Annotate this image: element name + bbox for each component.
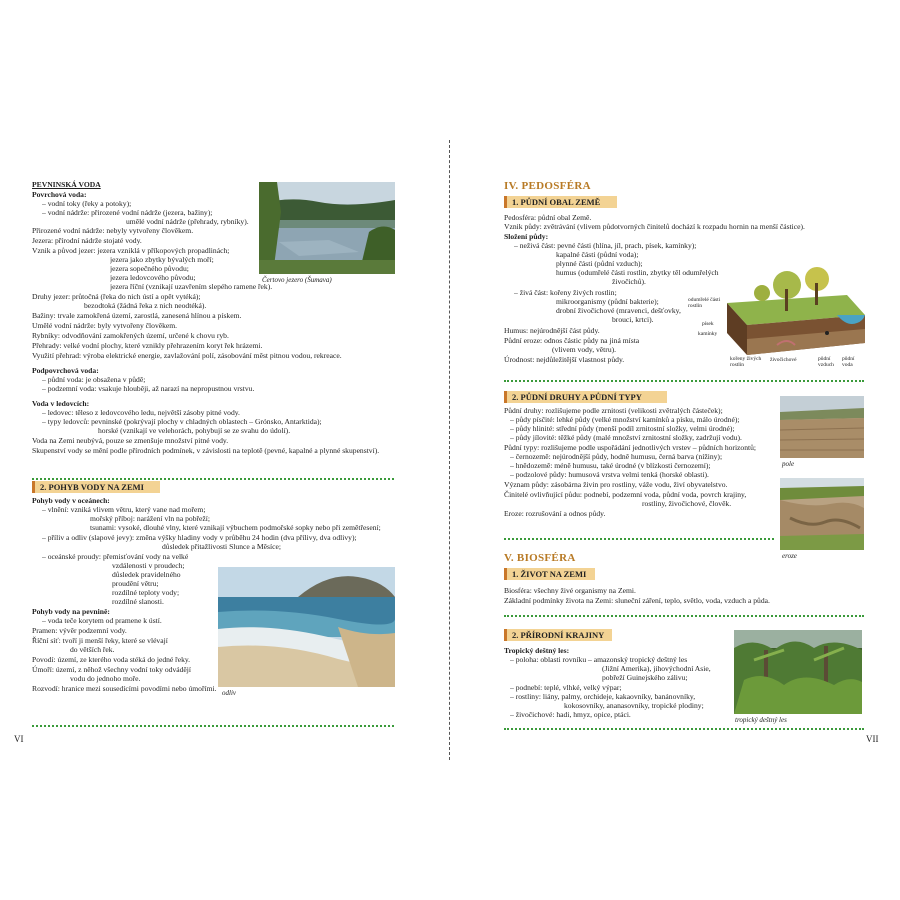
- lake-caption: Čertovo jezero (Šumava): [262, 276, 332, 284]
- text-line: – ledovec: těleso z ledovcového ledu, největší zásoby pitné vody.: [42, 408, 240, 417]
- soil-label-pisek: písek: [702, 321, 714, 327]
- text-line: Půdní eroze: odnos částic půdy na jiná místa: [504, 336, 640, 345]
- text-line: – půdní voda: je obsažena v půdě;: [42, 375, 146, 384]
- text-line: vzdálenosti v proudech;: [112, 561, 185, 570]
- text-line: jezera jako zbytky bývalých moří;: [110, 255, 214, 264]
- text-line: – černozemě: nejúrodnější půdy, hodně humusu, černá barva (nížiny);: [510, 452, 723, 461]
- right-divider-4: [504, 728, 864, 730]
- text-line: – půdy hlinité: střední půdy (menší podíl zrnitostní složky, velmi úrodné);: [510, 424, 735, 433]
- erosion-photo: [780, 478, 864, 550]
- text-line: rozdílné teploty vody;: [112, 588, 180, 597]
- soil-label-koreny: kořeny živých rostlin: [730, 356, 762, 368]
- text-line: jezera ledovcového původu;: [110, 273, 196, 282]
- text-line: jezera říční (vznikají uzavřením slepého ramene řek).: [110, 282, 273, 291]
- soil-label-odumrele: odumřelé části rostlin: [688, 297, 721, 309]
- text-line: Vznik a původ jezer: jezera vzniklá v příkopových propadlinách;: [32, 246, 230, 255]
- text-line: Umělé vodní nádrže: byly vytvořeny člověkem.: [32, 321, 178, 330]
- text-line: Využití přehrad: výroba elektrické energie, zavlažování polí, zásobování měst pitnou vodou, rekreace.: [32, 351, 342, 360]
- text-line: – příliv a odliv (slapové jevy): změna výšky hladiny vody v průběhu 24 hodin (dva přílivy, dva odlivy);: [42, 533, 357, 542]
- right-divider-2: [504, 538, 774, 540]
- text-line: – vlnění: vzniká vlivem větru, který vane nad mořem;: [42, 505, 206, 514]
- erosion-caption: eroze: [782, 552, 797, 560]
- right-divider-1: [504, 380, 864, 382]
- right-page: [452, 0, 900, 900]
- text-line: Povrchová voda:: [32, 190, 87, 199]
- lake-photo: [259, 182, 395, 274]
- text-line: horské (vznikají ve velehorách, pohybují se ze svahu do údolí).: [98, 426, 291, 435]
- text-line: drobní živočichové (mravenci, dešťovky,: [556, 306, 681, 315]
- text-line: důsledek pravidelného: [112, 570, 181, 579]
- text-line: – vodní nádrže: přirozené vodní nádrže (jezera, bažiny);: [42, 208, 213, 217]
- text-line: Vznik půdy: zvětrávání (vlivem půdotvorných činitelů dochází k rozpadu hornin na menší částice).: [504, 222, 805, 231]
- text-line: důsledek přitažlivosti Slunce a Měsíce;: [162, 542, 281, 551]
- soil-label-voda: půdní voda: [842, 356, 855, 368]
- text-line: humus (odumřelé části rostlin, zbytky těl odumřelých: [556, 268, 719, 277]
- text-line: Pedosféra: půdní obal Země.: [504, 213, 592, 222]
- text-line: Úrodnost: nejdůležitější vlastnost půdy.: [504, 355, 625, 364]
- text-line: brouci, krtci).: [612, 315, 654, 324]
- text-line: PEVNINSKÁ VODA: [32, 180, 101, 189]
- text-line: Tropický deštný les:: [504, 646, 570, 655]
- text-line: Rybníky: odvodňování zamokřených území, určené k chovu ryb.: [32, 331, 229, 340]
- text-line: Biosféra: všechny živé organismy na Zemi.: [504, 586, 636, 595]
- heading-zivot-na-zemi: 1. ŽIVOT NA ZEMI: [504, 568, 595, 580]
- text-line: – oceánské proudy: přemisťování vody na velké: [42, 552, 189, 561]
- text-line: Činitelé ovlivňující půdu: podnebí, podzemní voda, půdní voda, povrch krajiny,: [504, 490, 747, 499]
- field-photo: [780, 396, 864, 458]
- soil-label-kaminky: kamínky: [698, 331, 718, 337]
- soil-label-zivocichove: živočichové: [770, 357, 797, 363]
- soil-label-vzduch: půdní vzduch: [818, 356, 834, 368]
- text-line: rostliny, živočichové, člověk.: [642, 499, 732, 508]
- text-line: Rozvodí: hranice mezi sousedícími povodími nebo úmořími.: [32, 684, 217, 693]
- text-line: Druhy jezer: průtočná (řeka do nich ústí a opět vytéká);: [32, 292, 201, 301]
- text-line: Pohyb vody v oceánech:: [32, 496, 110, 505]
- text-line: – typy ledovců: pevninské (pokrývají plochy v chladných oblastech – Grónsko, Antarktida);: [42, 417, 322, 426]
- text-line: Podpovrchová voda:: [32, 366, 99, 375]
- text-line: Voda na Zemi neubývá, pouze se zmenšuje množství pitné vody.: [32, 436, 229, 445]
- text-line: bezodtoká (žádná řeka z nich neodtéká).: [84, 301, 207, 310]
- text-line: Bažiny: trvale zamokřená území, zarostlá, zanesená hlínou a pískem.: [32, 311, 242, 320]
- text-line: – hnědozemě: méně humusu, také úrodné (v blízkosti černozemí);: [510, 461, 711, 470]
- page-number-left: VI: [14, 734, 24, 744]
- heading-pudni-druhy: 2. PŮDNÍ DRUHY A PŮDNÍ TYPY: [504, 391, 667, 403]
- text-line: – vodní toky (řeky a potoky);: [42, 199, 132, 208]
- left-divider-1: [32, 478, 394, 480]
- text-line: pobřeží Guinejského zálivu;: [602, 673, 688, 682]
- text-line: Přehrady: velké vodní plochy, které vznikly přehrazením koryt řek hrázemi.: [32, 341, 263, 350]
- text-line: Eroze: rozrušování a odnos půdy.: [504, 509, 606, 518]
- text-line: Pohyb vody na pevnině:: [32, 607, 110, 616]
- text-line: Pramen: vývěr podzemní vody.: [32, 626, 127, 635]
- field-caption: pole: [782, 460, 795, 468]
- text-line: – živočichové: hadi, hmyz, opice, ptáci.: [510, 710, 631, 719]
- text-line: kokosovníky, ananasovníky, tropické plodiny;: [564, 701, 704, 710]
- heading-pudni-obal: 1. PŮDNÍ OBAL ZEMĚ: [504, 196, 617, 208]
- heading-pohyb-vody: 2. POHYB VODY NA ZEMI: [32, 481, 160, 493]
- text-line: Jezera: přírodní nádrže stojaté vody.: [32, 236, 142, 245]
- text-line: Půdní typy: rozlišujeme podle uspořádání jednotlivých vrstev – půdních horizontů;: [504, 443, 757, 452]
- text-line: umělé vodní nádrže (přehrady, rybníky).: [126, 217, 249, 226]
- text-line: – půdy jílovité: těžké půdy (malé množství zrnitostní složky, zadržují vodu).: [510, 433, 742, 442]
- text-line: mořský příboj: narážení vln na pobřeží;: [90, 514, 210, 523]
- text-line: – poloha: oblasti rovníku – amazonský tropický deštný les: [510, 655, 688, 664]
- text-line: Voda v ledovcích:: [32, 399, 90, 408]
- text-line: jezera sopečného původu;: [110, 264, 189, 273]
- rainforest-photo: [734, 630, 862, 714]
- text-line: Humus: nejúrodnější část půdy.: [504, 326, 600, 335]
- text-line: tsunami: vysoké, dlouhé vlny, které vznikají výbuchem podmořské sopky nebo při zemětřesení;: [90, 523, 381, 532]
- text-line: vodu do jednoho moře.: [70, 674, 141, 683]
- rainforest-caption: tropický deštný les: [735, 716, 787, 724]
- page-number-right: VII: [866, 734, 879, 744]
- text-line: – podzolové půdy: humusová vrstva velmi tenká (horské oblasti).: [510, 470, 709, 479]
- text-line: mikroorganismy (půdní bakterie);: [556, 297, 659, 306]
- beach-caption: odliv: [222, 689, 236, 697]
- text-line: Úmoří: území, z něhož všechny vodní toky odvádějí: [32, 665, 192, 674]
- right-divider-3: [504, 615, 864, 617]
- text-line: Složení půdy:: [504, 232, 549, 241]
- text-line: do větších řek.: [70, 645, 115, 654]
- text-line: rozdílné slanosti.: [112, 597, 164, 606]
- text-line: – voda teče korytem od pramene k ústí.: [42, 616, 162, 625]
- text-line: Říční síť: tvoří ji menší řeky, které se vlévají: [32, 636, 168, 645]
- text-line: – podnebí: teplé, vlhké, velký výpar;: [510, 683, 622, 692]
- heading-pedosfera: IV. PEDOSFÉRA: [504, 180, 591, 192]
- text-line: Povodí: území, ze kterého voda stéká do jedné řeky.: [32, 655, 191, 664]
- text-line: proudění větru;: [112, 579, 159, 588]
- text-line: kapalné části (půdní voda);: [556, 250, 639, 259]
- text-line: – neživá část: pevné části (hlína, jíl, prach, písek, kamínky);: [514, 241, 697, 250]
- text-line: (vlivem vody, větru).: [552, 345, 617, 354]
- heading-biosfera: V. BIOSFÉRA: [504, 552, 576, 564]
- text-line: – půdy písčité: lehké půdy (velké množství kamínků a písku, málo úrodné);: [510, 415, 740, 424]
- text-line: (Jižní Amerika), jihovýchodní Asie,: [602, 664, 711, 673]
- text-line: – podzemní voda: vsakuje hlouběji, až narazí na nepropustnou vrstvu.: [42, 384, 255, 393]
- text-line: Význam půdy: zásobárna živin pro rostliny, váže vodu, živí obyvatelstvo.: [504, 480, 728, 489]
- text-line: Půdní druhy: rozlišujeme podle zrnitosti (velikosti zvětralých částeček);: [504, 406, 723, 415]
- text-line: Základní podmínky života na Zemi: sluneční záření, teplo, světlo, voda, vzduch a půda.: [504, 596, 770, 605]
- heading-prirodni-krajiny: 2. PŘÍRODNÍ KRAJINY: [504, 629, 612, 641]
- left-divider-2: [32, 725, 394, 727]
- page-fold: [449, 140, 450, 760]
- text-line: Přirozené vodní nádrže: nebyly vytvořeny člověkem.: [32, 226, 194, 235]
- text-line: – rostliny: liány, palmy, orchideje, kakaovníky, banánovníky,: [510, 692, 696, 701]
- text-line: Skupenství vody se mění podle přírodních podmínek, v závislosti na teplotě (pevné, kapalné a plynné skupenství).: [32, 446, 380, 455]
- text-line: plynné části (půdní vzduch);: [556, 259, 643, 268]
- left-page: [0, 0, 448, 900]
- text-line: – živá část: kořeny živých rostlin;: [514, 288, 617, 297]
- beach-photo: [218, 567, 395, 687]
- text-line: živočichů).: [612, 277, 646, 286]
